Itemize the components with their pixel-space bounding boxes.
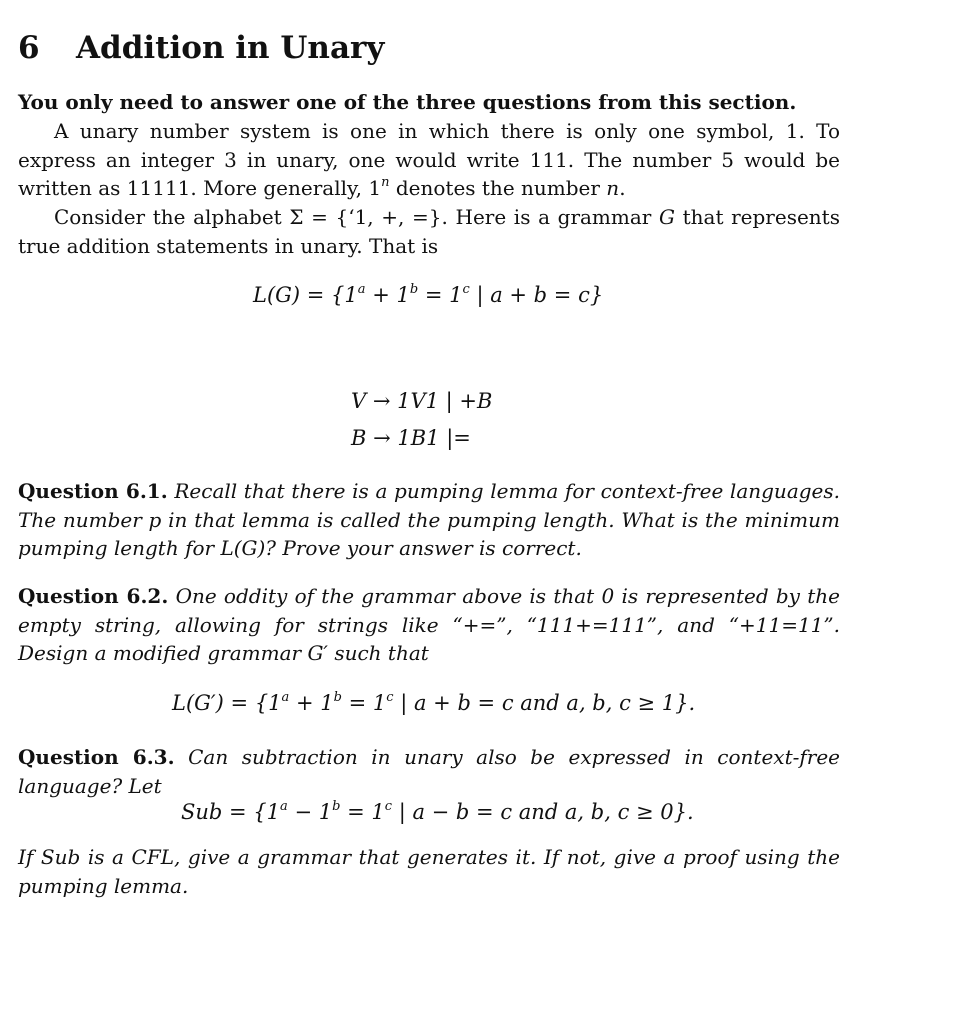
eq-sup: a <box>281 690 290 705</box>
eq-sup: a <box>357 282 366 297</box>
question-text: Recall that there is a pumping lemma for context-free languages. The number p in that lemma is called the pumping length. What is the minimum pumping length for L(G)? Prove your answer is correct. <box>18 479 841 560</box>
eq-part: = 1 <box>341 691 387 715</box>
grammar-rule-2: B → 1B1 |= <box>351 426 471 450</box>
question-text: One oddity of the grammar above is that 0 is represented by the empty string, allowing for strings like “+=”, “111+=111”, and “+11=11”. Design a modified grammar G′ such that <box>18 584 840 665</box>
language-definition <box>253 283 603 307</box>
subtraction-language-definition <box>181 800 694 824</box>
section-title: Addition in Unary <box>76 30 385 66</box>
eq-part: + 1 <box>365 283 410 307</box>
eq-sup: c <box>386 690 394 705</box>
eq-part: L(G′) = {1 <box>172 691 282 715</box>
eq-part: | a + b = c and a, b, c ≥ 1}. <box>393 691 696 715</box>
para2-text-b: that represents true addition statements in unary. That is <box>18 205 840 258</box>
question-text: Can subtraction in unary also be expressed in context-free language? Let <box>18 745 840 798</box>
eq-part: + 1 <box>289 691 334 715</box>
eq-part: L(G) = {1 <box>253 283 358 307</box>
eq-sup: b <box>332 799 341 814</box>
para1-text-c: . <box>619 176 626 200</box>
eq-sup: c <box>384 799 393 814</box>
question-6-2 <box>18 582 840 668</box>
eq-part: | a + b = c} <box>469 283 604 307</box>
eq-part: | a − b = c and a, b, c ≥ 0}. <box>392 800 694 824</box>
eq-part: Sub = {1 <box>181 800 281 824</box>
para2-variable: G <box>658 205 675 229</box>
question-label: Question 6.2. <box>18 584 169 608</box>
question-label: Question 6.1. <box>18 479 168 503</box>
eq-part: = 1 <box>418 283 463 307</box>
para1-text: A unary number system is one in which there is only one symbol, 1. To express an integer 3 in unary, one would write 111. The number 5 would be written as 11111. More generally, 1 <box>18 119 840 200</box>
eq-part: − 1 <box>287 800 333 824</box>
instruction-line: You only need to answer one of the three questions from this section. <box>18 90 797 114</box>
intro-paragraph-1 <box>18 117 840 203</box>
eq-sup: c <box>462 282 470 297</box>
para1-superscript: n <box>381 175 390 190</box>
modified-language-definition <box>172 691 695 715</box>
para1-text-b: denotes the number <box>389 176 607 200</box>
eq-sup: b <box>409 282 419 297</box>
intro-paragraph-2 <box>18 203 840 260</box>
eq-sup: a <box>280 799 288 814</box>
question-label: Question 6.3. <box>18 745 175 769</box>
question-6-3 <box>18 743 840 800</box>
question-6-3-followup: If Sub is a CFL, give a grammar that generates it. If not, give a proof using the pumping lemma. <box>18 845 840 898</box>
section-number: 6 <box>18 30 40 66</box>
section-heading <box>18 30 384 66</box>
eq-part: = 1 <box>340 800 385 824</box>
para2-text: Consider the alphabet Σ = {‘1, +, =}. Here is a grammar <box>54 205 659 229</box>
eq-sup: b <box>333 690 342 705</box>
para1-variable: n <box>606 176 620 200</box>
grammar-rule-1: V → 1V1 | +B <box>351 389 493 413</box>
question-6-1 <box>18 477 840 563</box>
